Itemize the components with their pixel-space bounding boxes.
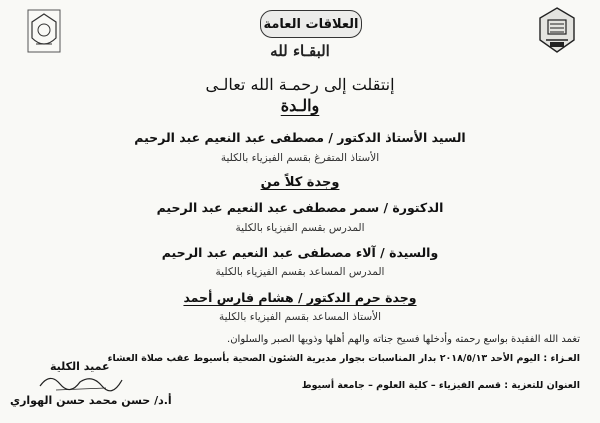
header-banner: [260, 10, 362, 38]
dean-name: [10, 394, 172, 407]
dean-name-text: أ.د/ حسن محمد حسن الهواري: [10, 394, 172, 407]
relation-line: [0, 175, 600, 190]
person-name: [0, 200, 600, 215]
person-name-text: السيد الأستاذ الدكتور / مصطفى عبد النعيم عبد الرحيم: [134, 130, 466, 145]
person-title: [0, 222, 600, 234]
person-title: [0, 152, 600, 164]
banner-title: العلاقات العامة: [263, 16, 359, 32]
person-name: [0, 130, 600, 145]
address-line: [140, 380, 580, 391]
relation-text: وجدة كلاً من: [260, 175, 340, 190]
person-title-text: المدرس المساعد بقسم الفيزياء بالكلية: [215, 266, 385, 278]
heading-text: البقـاء لله: [270, 42, 330, 60]
condolence-line: [107, 353, 580, 364]
condolence-text: العـزاء : اليوم الأحد ٢٠١٨/٥/١٣ بدار المناسبات بجوار مديرية الشئون الصحية بأسيوط عقب صلاة العشاء: [107, 353, 580, 364]
person-title-text: الأستاذ المتفرغ بقسم الفيزياء بالكلية: [220, 152, 380, 164]
person-title: [0, 266, 600, 278]
person-name: [0, 290, 600, 305]
person-name: [0, 245, 600, 260]
signature-icon: [36, 368, 126, 394]
person-title-text: الأستاذ المساعد بقسم الفيزياء بالكلية: [218, 311, 382, 323]
prayer-text: تغمد الله الفقيدة بواسع رحمته وأدخلها فسيح جناته والهم أهلها وذويها الصبر والسلوان.: [227, 334, 580, 345]
mother-text: والـدة: [280, 96, 320, 115]
person-title-text: المدرس بقسم الفيزياء بالكلية: [235, 222, 365, 234]
heading-line: [0, 42, 600, 60]
person-name-text: وجدة حرم الدكتور / هشام فارس أحمد: [183, 290, 417, 305]
passed-text: إنتقلت إلى رحمـة الله تعالـى: [205, 75, 395, 94]
person-name-text: الدكتورة / سمر مصطفى عبد النعيم عبد الرحيم: [156, 200, 444, 215]
person-name-text: والسيدة / آلاء مصطفى عبد النعيم عبد الرحيم: [161, 245, 439, 260]
passed-line: [0, 75, 600, 94]
person-title: [0, 311, 600, 323]
mother-line: [0, 96, 600, 115]
dean-label-text: عميد الكلية: [50, 360, 110, 373]
address-text: العنوان للتعزية : قسم الفيزياء – كلية العلوم – جامعة أسيوط: [301, 380, 580, 391]
prayer-line: [40, 334, 580, 345]
